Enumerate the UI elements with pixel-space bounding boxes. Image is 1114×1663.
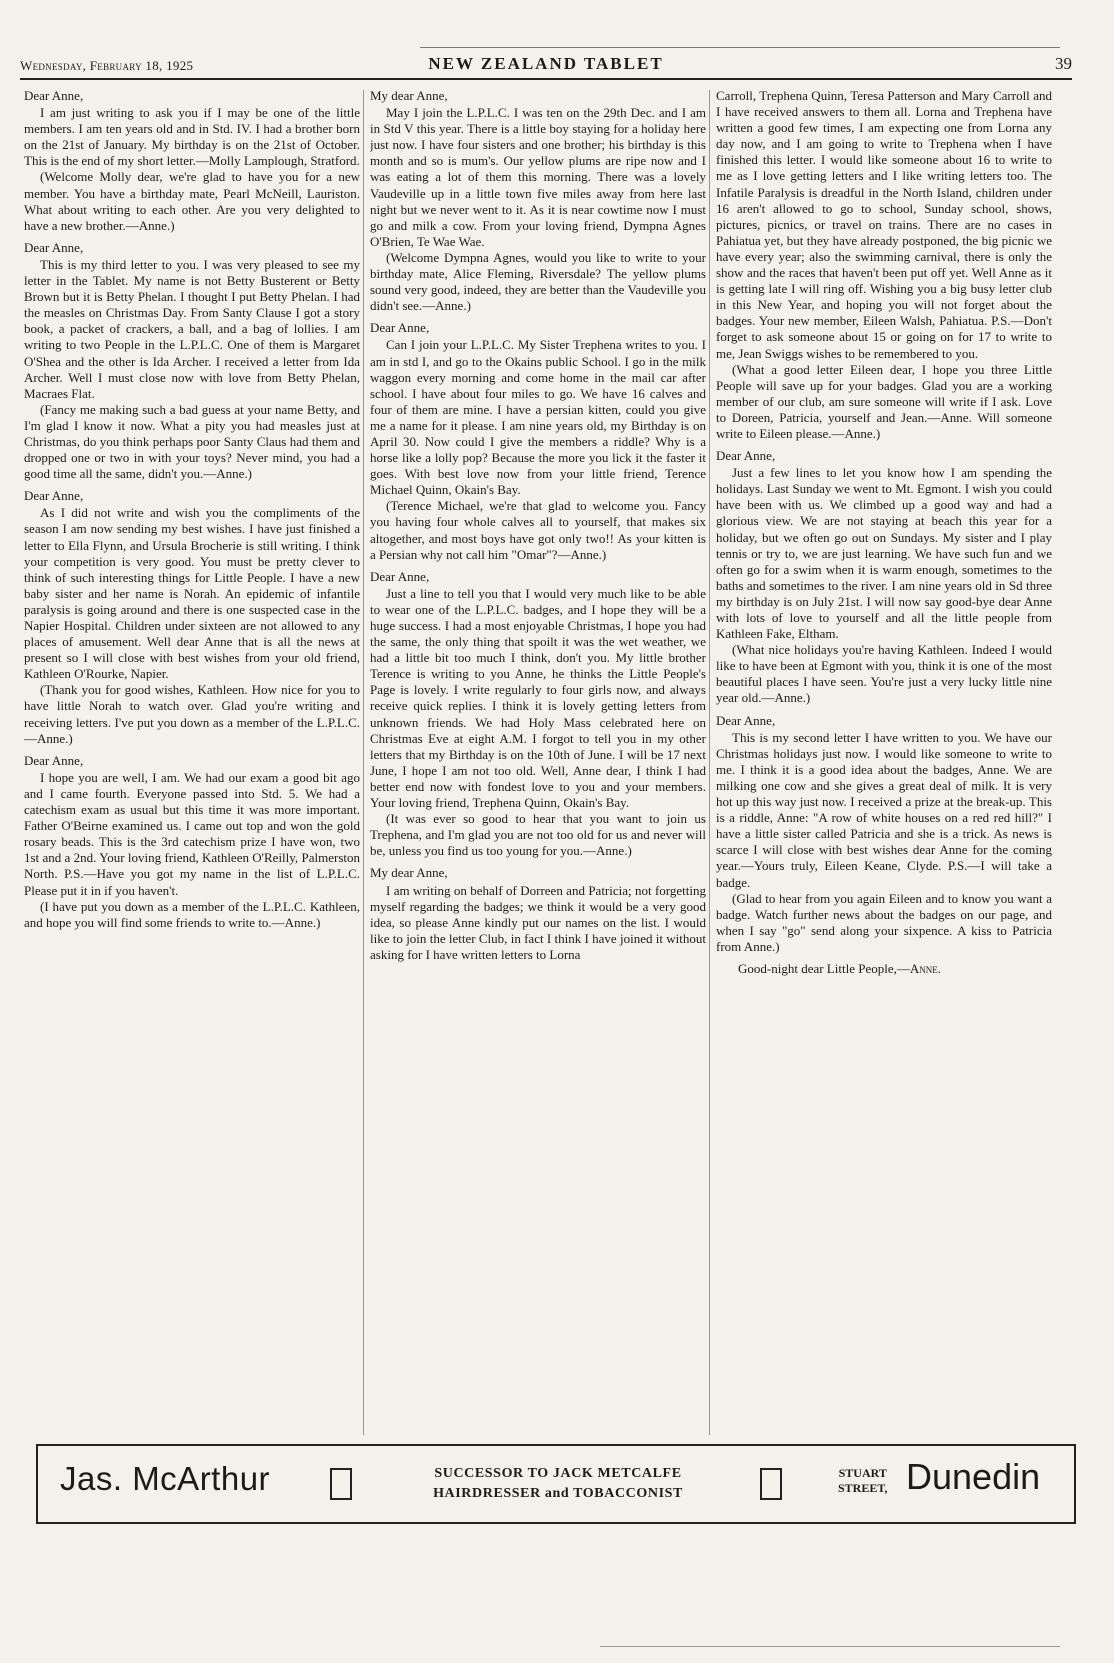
letter-salutation: Dear Anne, bbox=[24, 88, 84, 103]
advert-box-ornament bbox=[760, 1468, 782, 1500]
editor-reply: (Fancy me making such a bad guess at your name Betty, and I'm glad I know it now. What a pity you had measles just at Christmas, do you think perhaps poor Santy Claus had them and dropped one or two in with your toys? Never mind, you had a good time all the same, didn't you.—Anne.) bbox=[24, 401, 360, 482]
column-3 bbox=[716, 88, 1052, 1440]
advert-line-1: SUCCESSOR TO JACK METCALFE bbox=[434, 1466, 682, 1481]
page-number: 39 bbox=[1055, 54, 1072, 73]
letter-body: This is my second letter I have written to you. We have our Christmas holidays just now. I would like someone to write to me. I think it is a good idea about the badges, Anne. We are milking one cow and she gives a great deal of milk. It is very hot up this way just now. I received a prize at the break-up. This is a riddle, Anne: "A row of white houses on a red red hill?" I have a little sister called Patricia and she is a trick. As news is scarce I will close with best wishes dear Anne for the coming year.—Yours truly, Eileen Keane, Clyde. P.S.—I will take a badge. bbox=[716, 729, 1052, 890]
letter-salutation: My dear Anne, bbox=[370, 88, 448, 103]
letter-salutation: Dear Anne, bbox=[716, 448, 776, 464]
advert-street bbox=[838, 1466, 887, 1496]
column-rule bbox=[709, 90, 710, 1435]
advert-description bbox=[378, 1464, 738, 1504]
sign-off bbox=[716, 961, 1052, 977]
editor-reply: (Welcome Dympna Agnes, would you like to write to your birthday mate, Alice Fleming, Riversdale? The yellow plums sound very good, indeed, they are better than the Vaudeville you didn't see.—Anne.) bbox=[370, 249, 706, 314]
editor-reply: (What a good letter Eileen dear, I hope you three Little People will save up for your badges. Glad you are a working member of our club, am sure someone will write if I ask. Love to Doreen, Patricia, yourself and Jean.—Anne. Will someone write to Eileen please.—Anne.) bbox=[716, 361, 1052, 441]
editor-reply: (Glad to hear from you again Eileen and to know you want a badge. Watch further news about the badges on our page, and when I say "go" send along your sixpence. A kiss to Patricia from Anne.) bbox=[716, 890, 1052, 954]
editor-reply: (Terence Michael, we're that glad to welcome you. Fancy you having four whole calves all to yourself, that makes six altogether, and most boys have got only two!! As your kitten is a Persian why not call him "Omar"?—Anne.) bbox=[370, 498, 706, 562]
letter-salutation: Dear Anne, bbox=[716, 712, 776, 728]
issue-date: Wednesday, February 18, 1925 bbox=[20, 58, 194, 73]
sign-off-text: Good-night dear Little People,— bbox=[738, 960, 910, 976]
advert-line-2: HAIRDRESSER and TOBACCONIST bbox=[433, 1486, 683, 1501]
editor-reply: (Welcome Molly dear, we're glad to have you for a new member. You have a birthday mate, Pearl McNeill, Lauriston. What about writing to each other. Are you very delighted to have a new brother.—Anne.) bbox=[24, 169, 360, 233]
advert-street-line-1: STUART bbox=[838, 1466, 887, 1480]
advertisement bbox=[36, 1444, 1076, 1524]
editor-reply: (I have put you down as a member of the L.P.L.C. Kathleen, and hope you will find some friends to write to.—Anne.) bbox=[24, 898, 360, 930]
letter-body: Can I join your L.P.L.C. My Sister Trephena writes to you. I am in std I, and go to the Okains public School. I go in the milk waggon every morning and come home in the mail car after school. I have about four miles to go. We have 16 calves and four of them are mine. I have a persian kitten, could you give me a name for it please. I am nine years old, my Birthday is on April 30. Now could I give the members a riddle? Why is a horse like a lolly pop? Because the more you lick it the faster it goes. With best love now from your little friend, Terence Michael Quinn, Okain's Bay. bbox=[370, 337, 706, 498]
advert-box-ornament bbox=[330, 1468, 352, 1500]
column-1 bbox=[24, 88, 360, 1440]
letter-body-continued: Carroll, Trephena Quinn, Teresa Patterson and Mary Carroll and I have received answers to them all. Lorna and Trephena have written a good few times, I am expecting one from Lorna any day now, and I am going to write to Trephena when I have finished this letter. I would like someone about 16 to write to me as I love getting letters and I like writing letters too. The Infatile Paralysis is dreadful in the North Island, children under 16 aren't allowed to go to school, Sunday school, shows, pictures, picnics, or travel on trains. There are no cases in Pahiatua yet, but they have already postponed, the big picnic we have every year; also the swimming carnival, there is only the show and the races that haven't been put off yet. Well Anne as it is getting late I will ring off. Wishing you a big busy letter club in this New Year, and hoping you will not forget about the badges. Your new member, Eileen Walsh, Pahiatua. P.S.—Don't forget to ask someone about 15 or going on for 17 to write to me, Jean Swiggs wishes to be remembered to you. bbox=[716, 88, 1052, 361]
letter-body: May I join the L.P.L.C. I was ten on the 29th Dec. and I am in Std V this year. There is a little boy staying for a holiday here just now. I have four sisters and one brother; his birthday is this month and so is mum's. Our yellow plums are ripe now and I was eating a lot of them this morning. There was a lovely Vaudeville up in a little town five miles away from here last night but we never went to it. As it is near cowtime now I must go and milk a cow. From your loving friend, Dympna Agnes O'Brien, Te Wae Wae. bbox=[370, 105, 706, 249]
page-header bbox=[20, 50, 1072, 80]
advert-street-line-2: STREET, bbox=[838, 1481, 888, 1495]
letter-salutation: Dear Anne, bbox=[24, 239, 84, 255]
sign-off-name: Anne. bbox=[909, 960, 941, 976]
letter-body: I am just writing to ask you if I may be one of the little members. I am ten years old and in Std. IV. I had a brother born on the 21st of January. My birthday is on the 21st of October. This is the end of my short letter.—Molly Lamplough, Stratford. bbox=[24, 105, 360, 169]
letter-salutation: Dear Anne, bbox=[370, 568, 430, 584]
letter-salutation: Dear Anne, bbox=[370, 320, 430, 336]
letter-body: Just a line to tell you that I would very much like to be able to wear one of the L.P.L.C. badges, and I hope they will be a huge success. I had a most enjoyable Christmas, I hope you had the same, the only thing that spoilt it was the wet weather, we had a little bit too much I think, don't you. My little brother Terence is writing to you Anne, he thinks the Little People's Page is lovely. I write regularly to four girls now, and always receive quick replies. I think it is lovely getting letters from unknown friends. We had Holy Mass celebrated here on Christmas Eve at eight A.M. I forgot to tell you in my other letters that my Birthday is on the 10th of June. I will be 17 next June, I hope I am not too old. Well, Anne dear, I think I had better end now with fondest love to you and your members. Your loving friend, Trephena Quinn, Okain's Bay. bbox=[370, 585, 706, 811]
top-rule bbox=[420, 47, 1060, 48]
letter-salutation: My dear Anne, bbox=[370, 865, 448, 881]
bottom-rule bbox=[600, 1646, 1060, 1647]
column-rule bbox=[363, 90, 364, 1435]
letter-body: I am writing on behalf of Dorreen and Patricia; not forgetting myself regarding the badges; we think it would be a very good idea, so please Anne kindly put our names on the list. I would like to join the letter Club, in fact I think I have joined it without asking for I have written letters to Lorna bbox=[370, 882, 706, 962]
letter-salutation: Dear Anne, bbox=[24, 752, 84, 768]
advert-business-name: Jas. McArthur bbox=[60, 1460, 271, 1497]
advert-city: Dunedin bbox=[906, 1456, 1041, 1497]
letter-body: As I did not write and wish you the compliments of the season I am now sending my best wishes. I have just finished a letter to Ella Flynn, and Ursula Brocherie is still writing. I think your competition is very good. You must be pretty clever to think of such interesting things for Little People. I have a new baby sister and her name is Norah. An epidemic of infantile paralysis is going around and there is one suspected case in the Napier Hospital. Children under sixteen are not allowed to any places of amusement. Well dear Anne that is all the news at present so I will close with best wishes from your old friend, Kathleen O'Rourke, Napier. bbox=[24, 505, 360, 682]
editor-reply: (It was ever so good to hear that you want to join us Trephena, and I'm glad you are not too old for us and never will be, unless you find us too young for you.—Anne.) bbox=[370, 811, 706, 859]
editor-reply: (Thank you for good wishes, Kathleen. How nice for you to have little Norah to watch over. Glad you're writing and receiving letters. I've put you down as a member of the L.P.L.C.—Anne.) bbox=[24, 682, 360, 746]
letter-body: This is my third letter to you. I was very pleased to see my letter in the Tablet. My name is not Betty Busterent or Betty Brown but it is Betty Phelan. I thought I put Betty Phelan. I had the measles on Christmas Day. From Santy Clause I got a story book, a packet of crackers, a ball, and a bag of lollies. I am writing to two People in the L.P.L.C. One of them is Margaret O'Shea and the other is Ida Archer. I received a letter from Ida Archer. Well I must close now with love from Betty Phelan, Macraes Flat. bbox=[24, 256, 360, 401]
letter-body: Just a few lines to let you know how I am spending the holidays. Last Sunday we went to Mt. Egmont. I wish you could have been with us. We climbed up a good way and had a glorious view. We are not staying at beach this year for a holiday, but we often go out on Sundays. My sister and I play tennis or try to, we are just learning. We have such fun and we often go for a swim when it is warm enough, sometimes to the baths and sometimes to the river. I am nine years old in Sd three my birthday is on July 21st. I will now say good-bye dear Anne with lots of love to yourself and all the little people from Kathleen Fake, Eltham. bbox=[716, 465, 1052, 642]
column-2 bbox=[370, 88, 706, 1440]
letter-salutation: Dear Anne, bbox=[24, 488, 84, 504]
editor-reply: (What nice holidays you're having Kathleen. Indeed I would like to have been at Egmont with you, think it is one of the most beautiful places I have seen. You're just a very lucky little nine year old.—Anne.) bbox=[716, 642, 1052, 706]
masthead-title: NEW ZEALAND TABLET bbox=[428, 54, 664, 73]
letter-body: I hope you are well, I am. We had our exam a good bit ago and I came fourth. Everyone passed into Std. 5. We had a catechism exam as usual but this time it was more important. Father O'Beirne examined us. I came out top and won the gold rosary beads. This is the 3rd catechism prize I have won, two 1st and a 2nd. Your loving friend, Kathleen O'Reilly, Palmerston North. P.S.—Have you got my name in the list of L.P.L.C. Please put it in if you haven't. bbox=[24, 769, 360, 898]
